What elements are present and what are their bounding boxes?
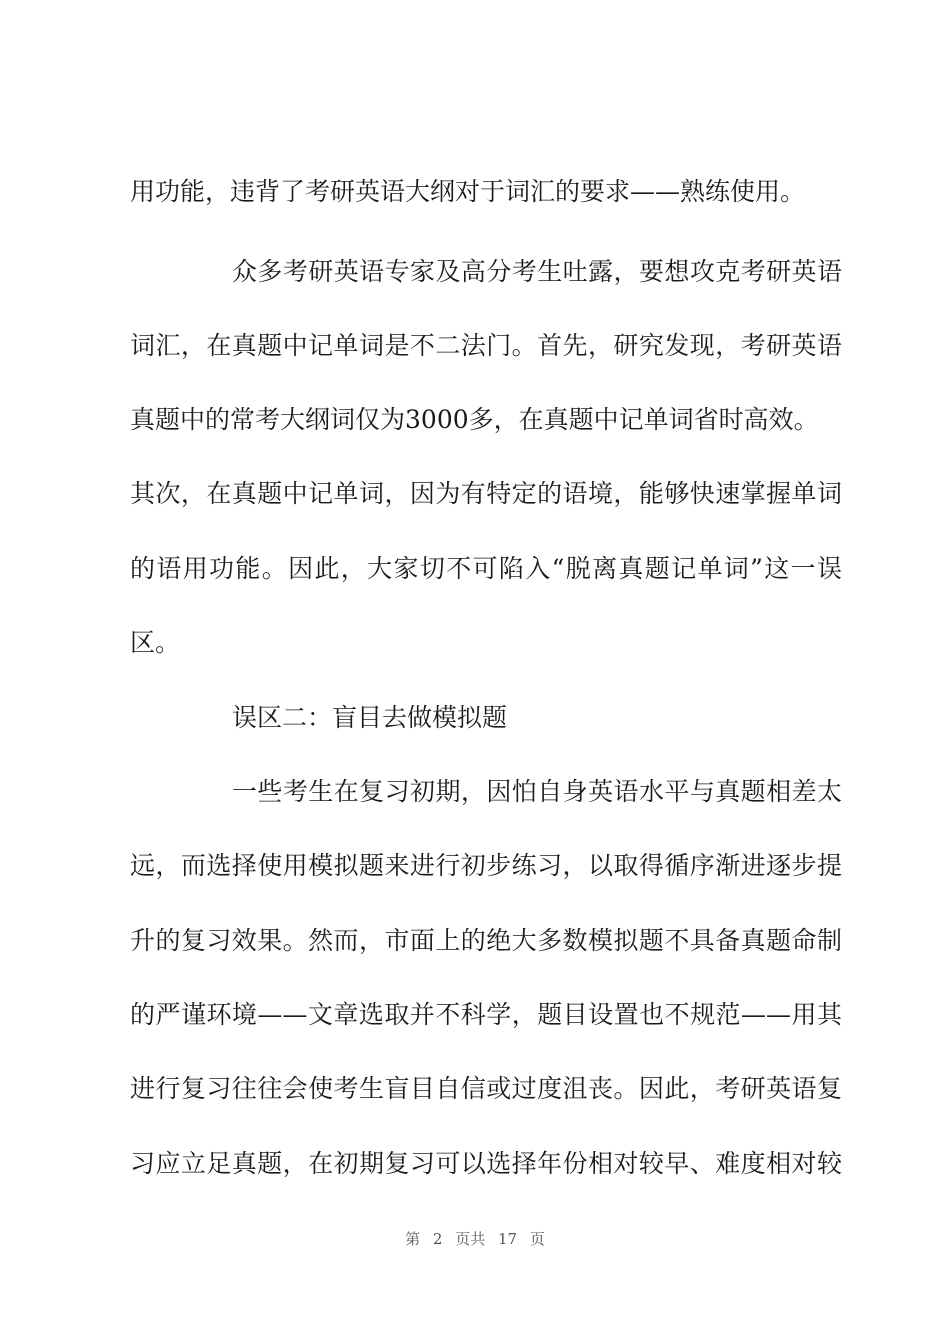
- footer-middle: 页共: [455, 1230, 486, 1248]
- body-line-5: 其次，在真题中记单词，因为有特定的语境，能够快速掌握单词: [130, 479, 842, 508]
- section-heading: 误区二：盲目去做模拟题: [232, 703, 508, 732]
- body-line-11: 升的复习效果。然而，市面上的绝大多数模拟题不具备真题命制: [130, 926, 842, 955]
- body-line-12: 的严谨环境——文章选取并不科学，题目设置也不规范——用其: [130, 1000, 842, 1029]
- page-footer: [0, 1228, 950, 1249]
- body-line-14: 习应立足真题，在初期复习可以选择年份相对较早、难度相对较: [130, 1149, 842, 1178]
- body-line-4: 真题中的常考大纲词仅为3000多，在真题中记单词省时高效。: [130, 405, 819, 434]
- footer-page-number: 2: [432, 1230, 443, 1248]
- footer-total-pages: 17: [498, 1230, 518, 1248]
- body-line-9: 一些考生在复习初期，因怕自身英语水平与真题相差太: [232, 777, 842, 806]
- footer-suffix: 页: [529, 1230, 545, 1248]
- body-line-10: 远，而选择使用模拟题来进行初步练习，以取得循序渐进逐步提: [130, 851, 842, 880]
- body-line-1: 用功能，违背了考研英语大纲对于词汇的要求——熟练使用。: [130, 177, 806, 206]
- body-line-2: 众多考研英语专家及高分考生吐露，要想攻克考研英语: [232, 257, 842, 286]
- body-line-6: 的语用功能。因此，大家切不可陷入“脱离真题记单词”这一误: [130, 554, 842, 583]
- body-line-13: 进行复习往往会使考生盲目自信或过度沮丧。因此，考研英语复: [130, 1074, 842, 1103]
- footer-prefix: 第: [405, 1230, 421, 1248]
- body-line-7: 区。: [130, 628, 181, 657]
- body-line-3: 词汇，在真题中记单词是不二法门。首先，研究发现，考研英语: [130, 331, 842, 360]
